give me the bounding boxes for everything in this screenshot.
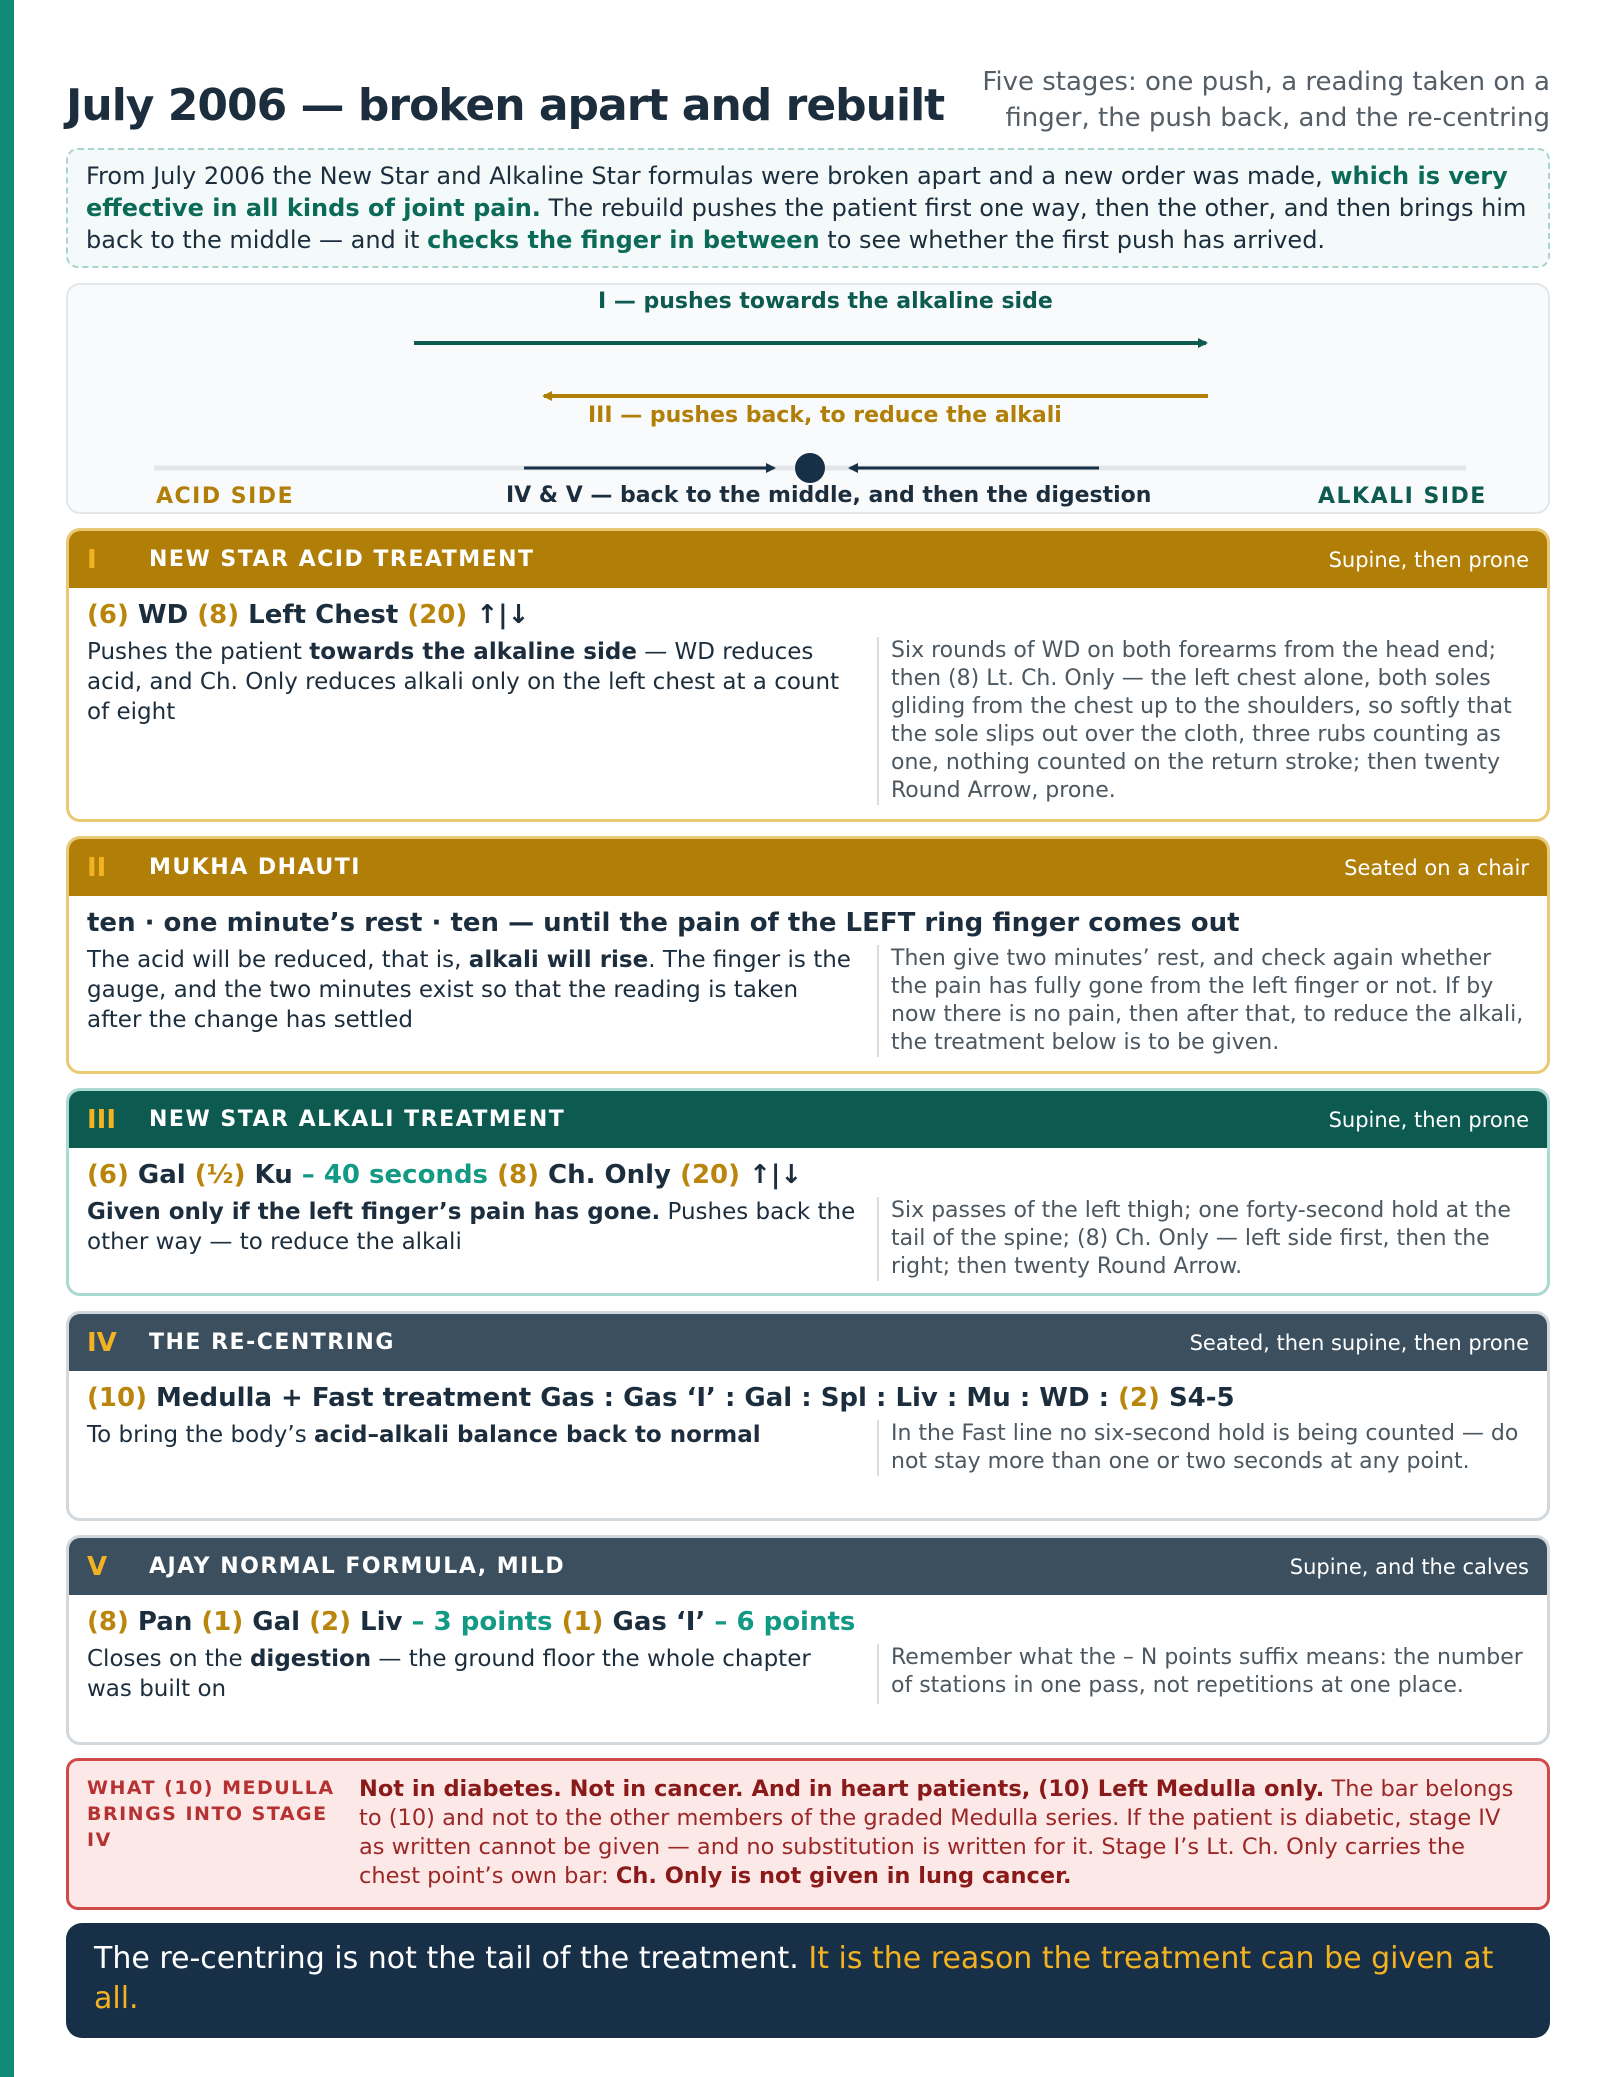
left-accent-bar: [0, 0, 14, 2077]
stage-title: NEW STAR ACID TREATMENT: [149, 547, 535, 572]
formula-segment: ↑|↓: [467, 600, 530, 630]
intro-text: to see whether the first push has arrived.: [819, 226, 1326, 254]
formula-segment: WD: [128, 600, 198, 630]
formula-segment: (8): [87, 1607, 129, 1637]
page-header: [66, 0, 1550, 142]
stage-body: [69, 1644, 1547, 1704]
stage-body: [69, 1420, 1547, 1476]
stage-position: Supine, then prone: [1328, 1107, 1529, 1132]
formula-segment: Ku: [245, 1160, 302, 1190]
stage-number: II: [87, 852, 107, 883]
formula-segment: (8): [497, 1160, 539, 1190]
intro-text: The rebuild pushes the patient first one way, then the other, and then brings him back to the middle — and it: [86, 194, 1527, 254]
purpose-emphasis: towards the alkaline side: [309, 639, 637, 665]
intro-box: [66, 148, 1550, 268]
intro-highlight: which is very effective in all kinds of joint pain.: [86, 162, 1508, 222]
formula-segment: (2): [309, 1607, 351, 1637]
stage-header: [69, 1538, 1547, 1595]
formula-segment: Medulla + Fast treatment Gas : Gas ‘I’ : Gal : Spl : Liv : Mu : WD :: [146, 1383, 1119, 1413]
purpose-emphasis: Given only if the left finger’s pain has gone.: [87, 1199, 661, 1225]
stage-5-card: [66, 1535, 1550, 1745]
stage-position: Seated, then supine, then prone: [1189, 1330, 1529, 1355]
purpose-text: Pushes back the other way — to reduce the alkali: [87, 1199, 856, 1255]
stage-position: Seated on a chair: [1344, 855, 1529, 880]
intro-text: From July 2006 the New Star and Alkaline Star formulas were broken apart and a new order was made,: [86, 162, 1331, 190]
stage-purpose: [87, 1197, 877, 1281]
stage-number: I: [87, 544, 97, 575]
stage-body: [69, 1197, 1547, 1281]
formula-segment: – 6 points: [714, 1607, 856, 1637]
purpose-emphasis: acid–alkali balance back to normal: [314, 1422, 761, 1448]
purpose-text: To bring the body’s: [87, 1422, 315, 1448]
formula-segment: (10): [87, 1383, 147, 1413]
stage-header: [69, 1091, 1547, 1148]
formula-segment: (6): [87, 600, 129, 630]
formula-segment: ↑|↓: [740, 1160, 803, 1190]
formula-segment: Gal: [243, 1607, 310, 1637]
stage-body: [69, 637, 1547, 805]
stage-formula: [69, 1380, 1547, 1416]
warning-emphasis: Ch. Only is not given in lung cancer.: [615, 1863, 1072, 1889]
formula-segment: (6): [87, 1160, 129, 1190]
purpose-emphasis: alkali will rise: [468, 947, 649, 973]
stage-notes: Then give two minutes’ rest, and check again whether the pain has fully gone from the left finger or not. If by now there is no pain, then after that, to reduce the alkali, the treatment below is to be given.: [877, 945, 1529, 1057]
stage-header: [69, 1314, 1547, 1371]
formula-segment: (½): [194, 1160, 246, 1190]
stage-title: AJAY NORMAL FORMULA, MILD: [149, 1554, 566, 1579]
page: [66, 0, 1550, 2016]
formula-segment: Ch. Only: [538, 1160, 681, 1190]
formula-segment: Gas ‘I’: [603, 1607, 715, 1637]
stage-position: Supine, and the calves: [1289, 1554, 1529, 1579]
page-subtitle: Five stages: one push, a reading taken on a finger, the push back, and the re-centring: [982, 67, 1550, 133]
stage-formula: [69, 1604, 1547, 1640]
stage-formula: [69, 1157, 1547, 1193]
purpose-text: — the ground floor the whole chapter was built on: [87, 1646, 811, 1702]
intro-highlight: checks the finger in between: [427, 226, 820, 254]
purpose-text: Closes on the: [87, 1646, 250, 1672]
formula-segment: (1): [561, 1607, 604, 1637]
label-alkali-side: ALKALI SIDE: [1318, 484, 1487, 509]
formula-segment: (2): [1118, 1383, 1160, 1413]
stage-header: [69, 531, 1547, 588]
formula-segment: Liv: [351, 1607, 412, 1637]
stage-title: NEW STAR ALKALI TREATMENT: [149, 1107, 566, 1132]
stage-2-card: [66, 836, 1550, 1074]
warning-text: [349, 1775, 1529, 1907]
label-push-alkaline: I — pushes towards the alkaline side: [598, 289, 1053, 314]
stage-header: [69, 839, 1547, 896]
formula-segment: – 40 seconds: [301, 1160, 498, 1190]
formula-segment: Left Chest: [239, 600, 408, 630]
formula-segment: Pan: [128, 1607, 202, 1637]
closing-accent: It is the reason the treatment can be given at all.: [94, 1941, 1494, 2016]
stage-number: III: [87, 1104, 117, 1135]
stage-purpose: [87, 637, 877, 805]
closing-callout: [66, 1923, 1550, 2038]
purpose-emphasis: digestion: [249, 1646, 372, 1672]
purpose-text: The acid will be reduced, that is,: [87, 947, 469, 973]
stage-notes: Six rounds of WD on both forearms from the head end; then (8) Lt. Ch. Only — the left chest alone, both soles gliding from the chest up to the shoulders, so softly that the sole slips out over the cloth, three rubs counting as one, nothing counted on the return stroke; then twenty Round Arrow, prone.: [877, 637, 1529, 805]
stage-notes: Six passes of the left thigh; one forty-second hold at the tail of the spine; (8) Ch. Only — left side first, then the right; then twenty Round Arrow.: [877, 1197, 1529, 1281]
stage-purpose: [87, 1420, 877, 1476]
label-acid-side: ACID SIDE: [156, 484, 295, 509]
warning-emphasis: Not in diabetes. Not in cancer. And in heart patients, (10) Left Medulla only.: [359, 1776, 1325, 1802]
push-diagram: [66, 283, 1550, 514]
stage-3-card: [66, 1088, 1550, 1296]
formula-segment: – 3 points: [411, 1607, 562, 1637]
stage-4-card: [66, 1311, 1550, 1521]
stage-title: MUKHA DHAUTI: [149, 855, 361, 880]
purpose-text: Pushes the patient: [87, 639, 310, 665]
warning-box: [66, 1758, 1550, 1910]
label-push-back: III — pushes back, to reduce the alkali: [588, 403, 1062, 428]
warning-body: The bar belongs to (10) and not to the other members of the graded Medulla series. If the patient is diabetic, stage IV as written cannot be given — and no substitution is written for it. Stage I’s Lt. Ch. Only carries the chest point’s own bar:: [359, 1776, 1514, 1889]
stage-number: IV: [87, 1327, 117, 1358]
stage-formula: [69, 905, 1547, 941]
purpose-text: — WD reduces acid, and Ch. Only reduces alkali only on the left chest at a count of eight: [87, 639, 840, 725]
stage-formula: [69, 597, 1547, 633]
formula-segment: (1): [201, 1607, 244, 1637]
page-title: July 2006 — broken apart and rebuilt: [66, 80, 945, 131]
stage-notes: Remember what the – N points suffix means: the number of stations in one pass, not repetitions at one place.: [877, 1644, 1529, 1704]
closing-text: The re-centring is not the tail of the treatment.: [94, 1941, 809, 1976]
formula-segment: (8): [197, 600, 240, 630]
formula-segment: ten · one minute’s rest · ten — until the pain of the LEFT ring finger comes out: [87, 908, 1240, 938]
label-middle: IV & V — back to the middle, and then the digestion: [506, 483, 1152, 508]
stage-position: Supine, then prone: [1328, 547, 1529, 572]
centre-point: [795, 453, 825, 483]
formula-segment: S4-5: [1159, 1383, 1235, 1413]
formula-segment: (20): [407, 600, 468, 630]
stage-body: [69, 945, 1547, 1057]
stage-number: V: [87, 1551, 108, 1582]
formula-segment: Gal: [128, 1160, 195, 1190]
stage-1-card: [66, 528, 1550, 822]
stage-notes: In the Fast line no six-second hold is being counted — do not stay more than one or two seconds at any point.: [877, 1420, 1529, 1476]
stage-title: THE RE-CENTRING: [149, 1330, 395, 1355]
purpose-text: . The finger is the gauge, and the two minutes exist so that the reading is taken after the change has settled: [87, 947, 851, 1033]
push-diagram-arrows: [68, 285, 1552, 516]
stage-purpose: [87, 945, 877, 1057]
stage-purpose: [87, 1644, 877, 1704]
warning-label: WHAT (10) MEDULLA BRINGS INTO STAGE IV: [87, 1777, 335, 1851]
formula-segment: (20): [680, 1160, 741, 1190]
